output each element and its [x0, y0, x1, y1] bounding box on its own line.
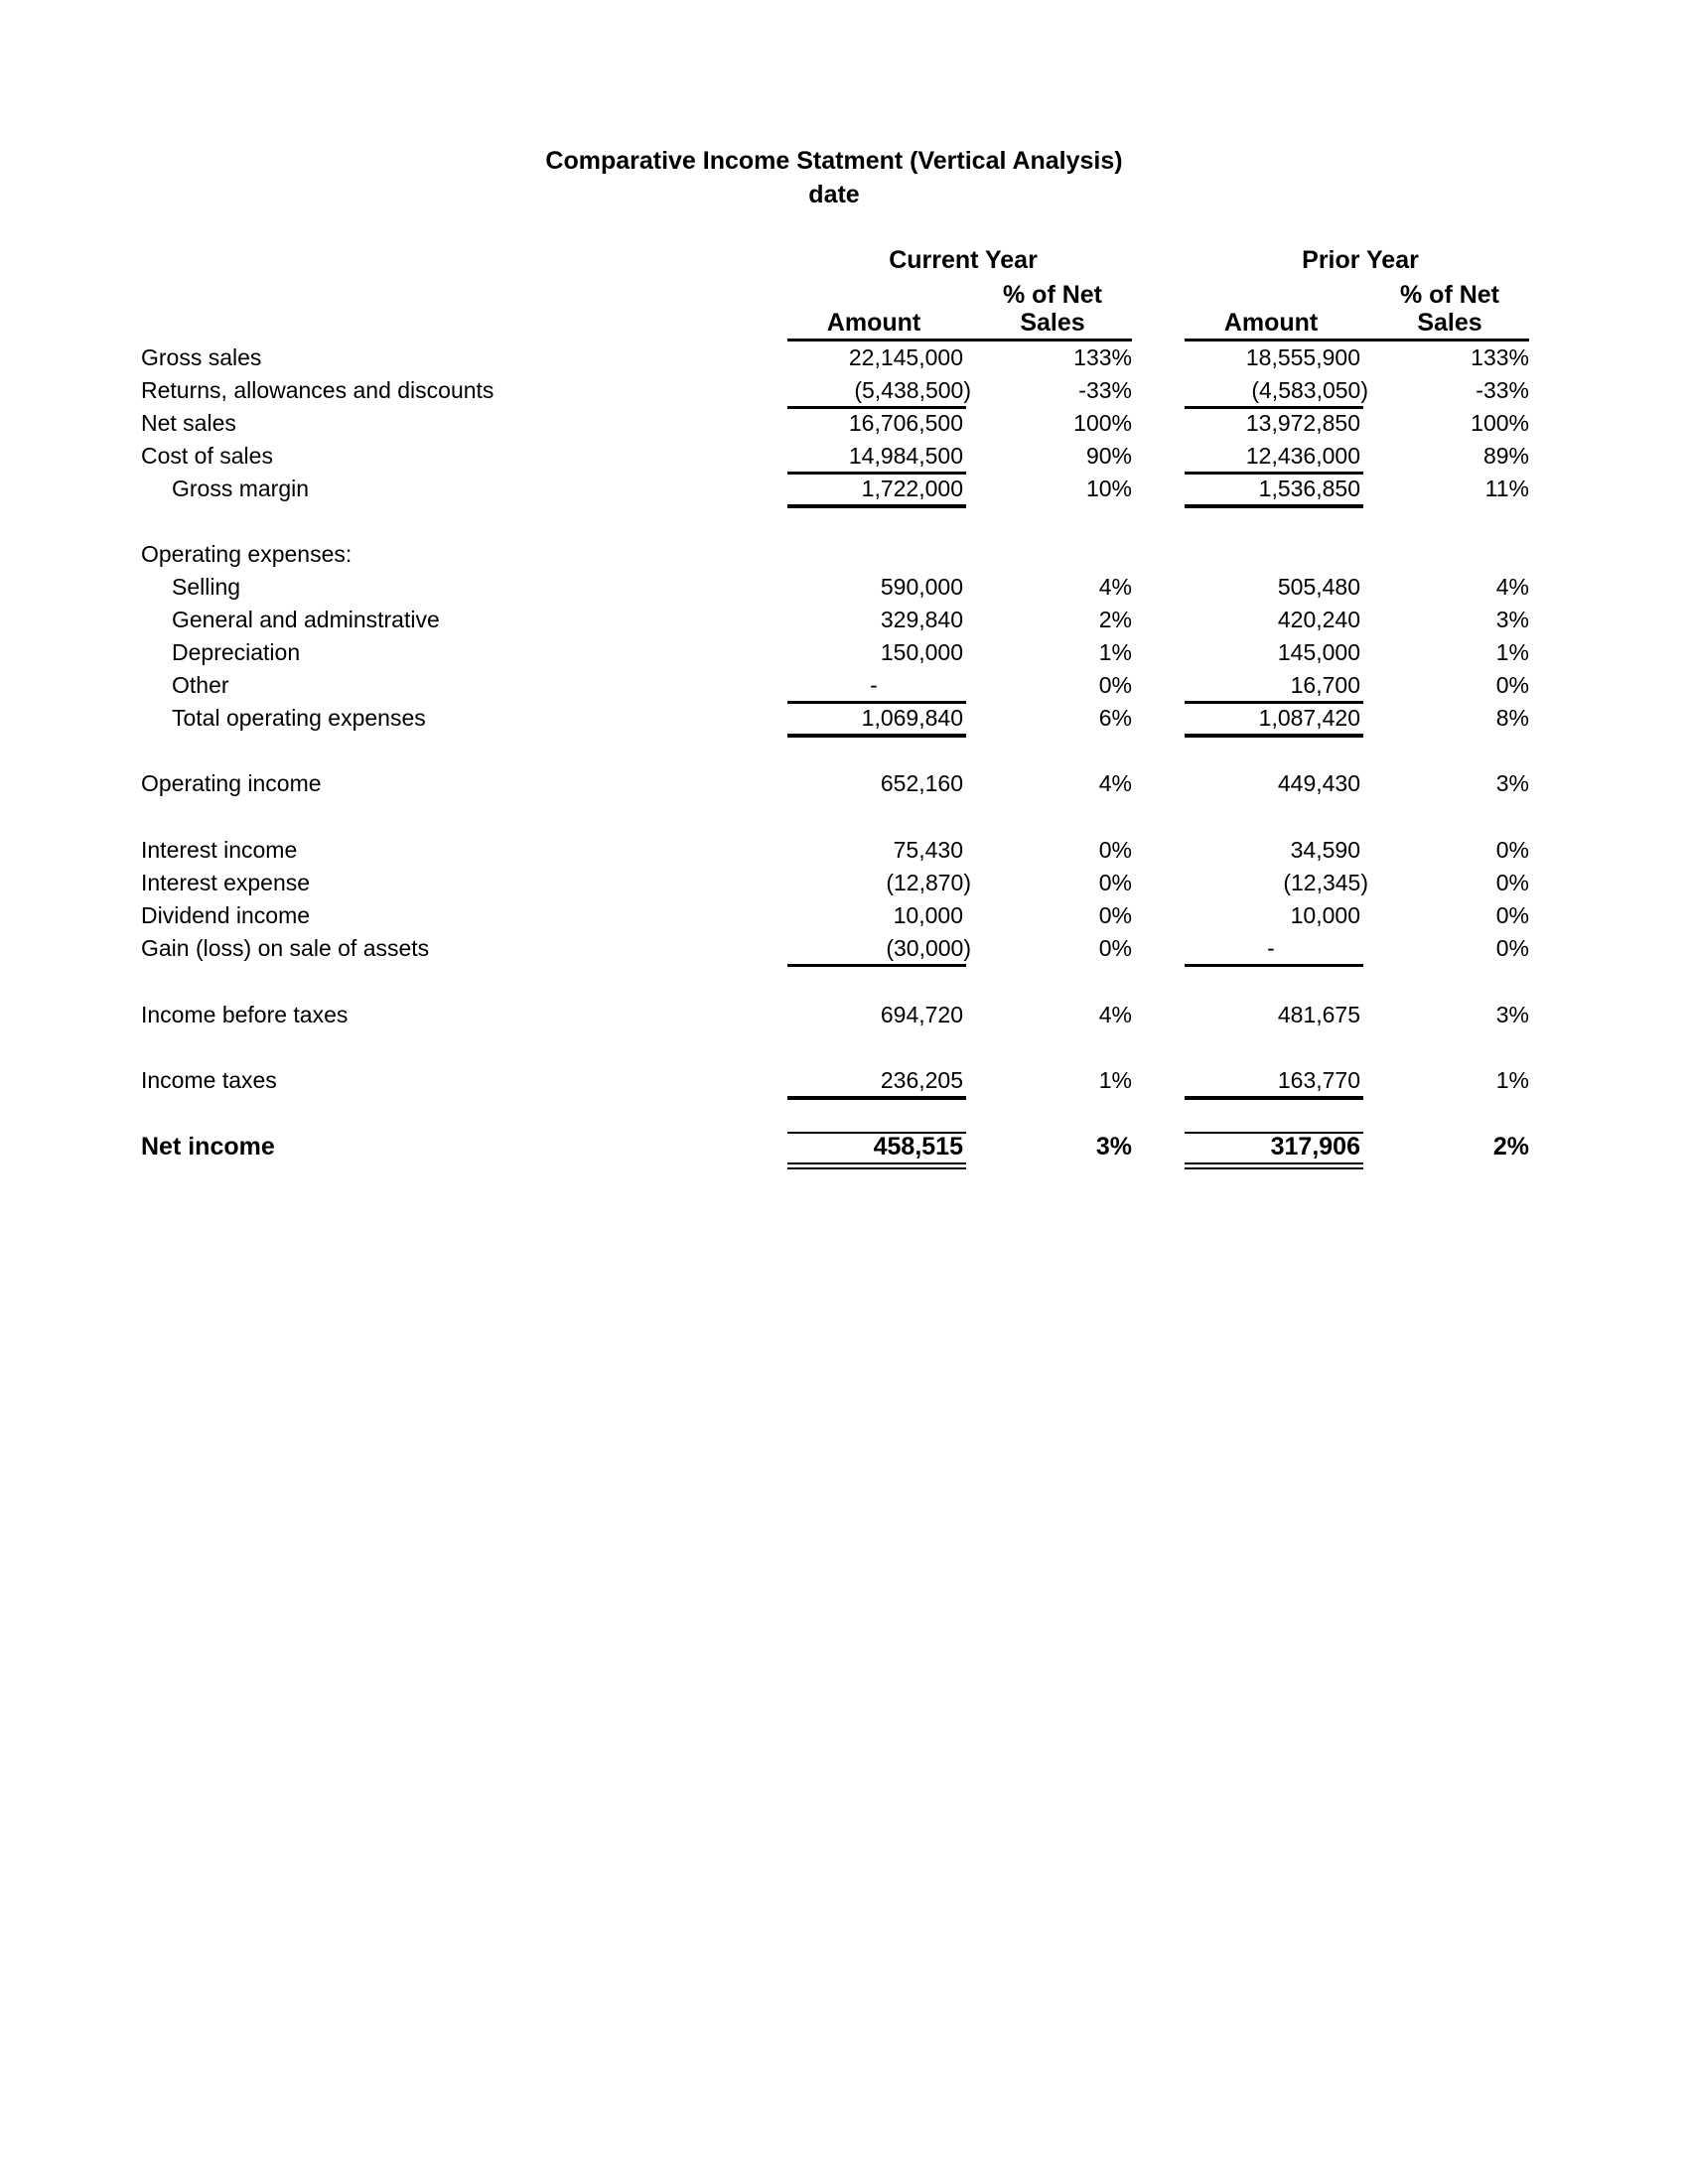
- cur-selling: 590,000: [880, 574, 963, 600]
- pri-total-opex: 1,087,420: [1258, 705, 1360, 731]
- pri-operating-income: 449,430: [1277, 770, 1360, 796]
- pri-net-sales: 13,972,850: [1245, 410, 1360, 436]
- cur-net-income-double-rule-1: [787, 1162, 966, 1164]
- current-year-header: Current Year: [889, 246, 1038, 274]
- prior-pct-header-line1: % of Net: [1400, 281, 1499, 309]
- row-label-cost-of-sales: Cost of sales: [141, 443, 273, 469]
- pri-income-before-taxes: 481,675: [1277, 1002, 1360, 1027]
- pri-pct-returns: -33%: [1476, 377, 1529, 403]
- cur-interest-expense: (12,870): [886, 870, 971, 895]
- pri-pct-depreciation: 1%: [1495, 639, 1529, 665]
- cur-pct-cost-of-sales: 90%: [1085, 443, 1132, 469]
- pri-pct-income-taxes: 1%: [1495, 1067, 1529, 1093]
- pri-pct-interest-expense: 0%: [1495, 870, 1529, 895]
- cur-pct-gna: 2%: [1098, 607, 1132, 632]
- cur-net-income-double-rule-2: [787, 1167, 966, 1169]
- cur-cost-of-sales: 14,984,500: [848, 443, 963, 469]
- cur-net-income: 458,515: [873, 1133, 963, 1160]
- cur-pct-interest-expense: 0%: [1098, 870, 1132, 895]
- cur-pct-operating-income: 4%: [1098, 770, 1132, 796]
- cur-pct-selling: 4%: [1098, 574, 1132, 600]
- current-pct-header-line2: Sales: [1020, 309, 1085, 337]
- row-label-gross-sales: Gross sales: [141, 344, 262, 370]
- cur-pct-dividend-income: 0%: [1098, 902, 1132, 928]
- cur-other: -: [870, 672, 878, 698]
- pri-cost-of-sales: 12,436,000: [1245, 443, 1360, 469]
- page-subtitle: date: [808, 181, 860, 208]
- row-label-returns: Returns, allowances and discounts: [141, 377, 494, 403]
- cur-pct-other: 0%: [1098, 672, 1132, 698]
- cur-pct-gross-margin: 10%: [1085, 476, 1132, 501]
- pri-pct-gross-margin: 11%: [1484, 476, 1529, 501]
- pri-depreciation: 145,000: [1277, 639, 1360, 665]
- cur-pct-income-taxes: 1%: [1098, 1067, 1132, 1093]
- pri-gain-loss: -: [1267, 935, 1275, 961]
- current-header-rule: [787, 339, 1132, 341]
- row-label-net-sales: Net sales: [141, 410, 236, 436]
- cur-gain-loss-rule: [787, 964, 966, 967]
- pri-pct-cost-of-sales: 89%: [1482, 443, 1529, 469]
- pri-other: 16,700: [1290, 672, 1360, 698]
- row-label-income-taxes: Income taxes: [141, 1067, 277, 1093]
- row-label-interest-expense: Interest expense: [141, 870, 311, 895]
- cur-depreciation: 150,000: [880, 639, 963, 665]
- cur-pct-gain-loss: 0%: [1098, 935, 1132, 961]
- cur-gna: 329,840: [880, 607, 963, 632]
- row-label-total-opex: Total operating expenses: [172, 705, 426, 731]
- pri-other-rule: [1185, 701, 1363, 704]
- row-label-depreciation: Depreciation: [172, 639, 301, 665]
- cur-pct-returns: -33%: [1078, 377, 1132, 403]
- prior-amount-header: Amount: [1223, 309, 1319, 337]
- row-label-gain-loss: Gain (loss) on sale of assets: [141, 935, 430, 961]
- pri-returns-rule: [1185, 406, 1363, 409]
- pri-pct-gross-sales: 133%: [1471, 344, 1529, 370]
- pri-pct-other: 0%: [1495, 672, 1529, 698]
- row-label-other: Other: [172, 672, 229, 698]
- cur-cost-rule: [787, 472, 966, 475]
- cur-pct-depreciation: 1%: [1098, 639, 1132, 665]
- cur-pct-income-before-taxes: 4%: [1098, 1002, 1132, 1027]
- pri-pct-gain-loss: 0%: [1495, 935, 1529, 961]
- pri-gross-margin: 1,536,850: [1258, 476, 1360, 501]
- pri-pct-dividend-income: 0%: [1495, 902, 1529, 928]
- row-label-selling: Selling: [172, 574, 241, 600]
- pri-gain-loss-rule: [1185, 964, 1363, 967]
- pri-pct-interest-income: 0%: [1495, 837, 1529, 863]
- cur-operating-income: 652,160: [880, 770, 963, 796]
- pri-selling: 505,480: [1277, 574, 1360, 600]
- cur-pct-net-sales: 100%: [1073, 410, 1132, 436]
- pri-pct-net-income: 2%: [1492, 1133, 1529, 1160]
- pri-pct-income-before-taxes: 3%: [1495, 1002, 1529, 1027]
- cur-pct-net-income: 3%: [1095, 1133, 1132, 1160]
- pri-net-income-double-rule-2: [1185, 1167, 1363, 1169]
- cur-dividend-income: 10,000: [893, 902, 963, 928]
- pri-gross-sales: 18,555,900: [1245, 344, 1360, 370]
- pri-pct-gna: 3%: [1495, 607, 1529, 632]
- cur-gain-loss: (30,000): [886, 935, 971, 961]
- current-pct-header-line1: % of Net: [1003, 281, 1102, 309]
- pri-gna: 420,240: [1277, 607, 1360, 632]
- pri-income-taxes: 163,770: [1277, 1067, 1360, 1093]
- cur-income-taxes: 236,205: [880, 1067, 963, 1093]
- pri-total-opex-rule: [1185, 734, 1363, 738]
- row-label-dividend-income: Dividend income: [141, 902, 311, 928]
- cur-pct-gross-sales: 133%: [1073, 344, 1132, 370]
- cur-income-taxes-rule: [787, 1096, 966, 1100]
- row-label-operating-income: Operating income: [141, 770, 322, 796]
- pri-pct-selling: 4%: [1495, 574, 1529, 600]
- page-title: Comparative Income Statment (Vertical Analysis): [545, 147, 1123, 175]
- cur-other-rule: [787, 701, 966, 704]
- cur-net-sales: 16,706,500: [848, 410, 963, 436]
- pri-income-taxes-rule: [1185, 1096, 1363, 1100]
- pri-returns: (4,583,050): [1251, 377, 1368, 403]
- pri-interest-expense: (12,345): [1283, 870, 1368, 895]
- cur-returns-rule: [787, 406, 966, 409]
- cur-total-opex-rule: [787, 734, 966, 738]
- row-label-income-before-taxes: Income before taxes: [141, 1002, 349, 1027]
- row-label-gna: General and adminstrative: [172, 607, 440, 632]
- pri-cost-rule: [1185, 472, 1363, 475]
- cur-pct-interest-income: 0%: [1098, 837, 1132, 863]
- cur-gross-margin: 1,722,000: [861, 476, 963, 501]
- pri-net-income-double-rule-1: [1185, 1162, 1363, 1164]
- pri-interest-income: 34,590: [1290, 837, 1360, 863]
- prior-year-header: Prior Year: [1302, 246, 1419, 274]
- cur-income-before-taxes: 694,720: [880, 1002, 963, 1027]
- cur-returns: (5,438,500): [854, 377, 971, 403]
- cur-gross-margin-rule: [787, 504, 966, 508]
- row-label-gross-margin: Gross margin: [172, 476, 310, 501]
- pri-gross-margin-rule: [1185, 504, 1363, 508]
- pri-pct-net-sales: 100%: [1471, 410, 1529, 436]
- row-label-opex-header: Operating expenses:: [141, 541, 352, 567]
- row-label-interest-income: Interest income: [141, 837, 298, 863]
- pri-dividend-income: 10,000: [1290, 902, 1360, 928]
- cur-gross-sales: 22,145,000: [848, 344, 963, 370]
- prior-header-rule: [1185, 339, 1529, 341]
- pri-pct-total-opex: 8%: [1495, 705, 1529, 731]
- pri-pct-operating-income: 3%: [1495, 770, 1529, 796]
- prior-pct-header-line2: Sales: [1417, 309, 1482, 337]
- cur-total-opex: 1,069,840: [861, 705, 963, 731]
- cur-interest-income: 75,430: [893, 837, 963, 863]
- current-amount-header: Amount: [826, 309, 921, 337]
- row-label-net-income: Net income: [141, 1133, 275, 1160]
- cur-pct-total-opex: 6%: [1098, 705, 1132, 731]
- pri-net-income: 317,906: [1270, 1133, 1360, 1160]
